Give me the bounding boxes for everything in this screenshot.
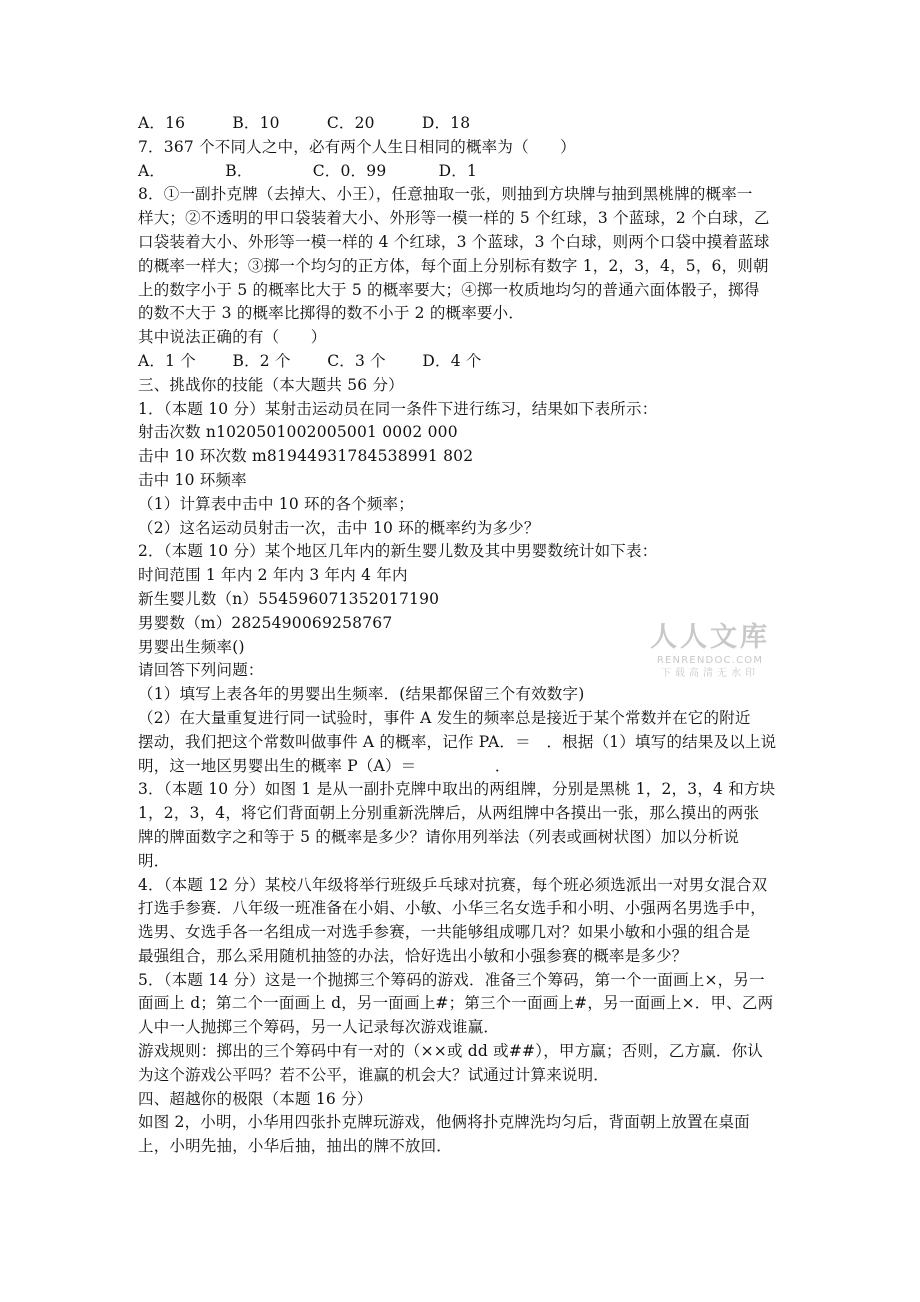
text-line: 游戏规则：掷出的三个筹码中有一对的（××或 dd 或##），甲方赢；否则，乙方赢．你认 [138, 1042, 763, 1061]
text-line: 2．（本题 10 分）某个地区几年内的新生婴儿数及其中男婴数统计如下表： [138, 542, 658, 561]
text-line: 牌的牌面数字之和等于 5 的概率是多少？请你用列举法（列表或画树状图）加以分析说 [138, 827, 740, 846]
text-line: （1）计算表中击中 10 环的各个频率； [138, 494, 414, 513]
text-line: A．16 B．10 C．20 D．18 [138, 114, 471, 132]
text-line: 新生婴儿数（n）554596071352017190 [138, 589, 440, 608]
text-line: 样大；②不透明的甲口袋装着大小、外形等一模一样的 5 个红球，3 个蓝球，2 个白球，乙 [138, 209, 770, 228]
text-line: 1，2，3，4，将它们背面朝上分别重新洗牌后，从两组牌中各摸出一张，那么摸出的两张 [138, 804, 760, 823]
text-line: 击中 10 环次数 m81944931784538991 802 [138, 447, 474, 466]
text-line: 如图 2，小明，小华用四张扑克牌玩游戏，他俩将扑克牌洗均匀后，背面朝上放置在桌面 [138, 1113, 750, 1132]
text-line: 其中说法正确的有（ ） [138, 328, 327, 347]
text-line: 击中 10 环频率 [138, 470, 247, 489]
text-line: A． B． C．0．99 D．1 [138, 161, 477, 180]
text-line: 四、超越你的极限（本题 16 分） [138, 1089, 373, 1108]
text-line: 5．（本题 14 分）这是一个抛掷三个筹码的游戏．准备三个筹码，第一个一面画上×，另一 [138, 970, 765, 989]
text-line: 口袋装着大小、外形等一模一样的 4 个红球，3 个蓝球，3 个白球，则两个口袋中摸着蓝球 [138, 232, 770, 251]
text-line: 射击次数 n1020501002005001 0002 000 [138, 423, 458, 442]
text-line: 请回答下列问题： [138, 661, 264, 680]
text-line: （2）在大量重复进行同一试验时，事件 A 发生的频率总是接近于某个常数并在它的附近 [138, 708, 751, 727]
text-line: 上，小明先抽，小华后抽，抽出的牌不放回． [138, 1137, 453, 1156]
text-line: 8．①一副扑克牌（去掉大、小王），任意抽取一张，则抽到方块牌与抽到黑桃牌的概率一 [138, 185, 753, 204]
text-line: 4．（本题 12 分）某校八年级将举行班级乒乓球对抗赛，每个班必须选派出一对男女混合双 [138, 875, 768, 894]
text-line: （1）填写上表各年的男婴出生频率．(结果都保留三个有效数字) [138, 685, 585, 704]
text-line: 三、挑战你的技能（本大题共 56 分） [138, 375, 404, 394]
text-line: 人中一人抛掷三个筹码，另一人记录每次游戏谁赢． [138, 1018, 500, 1037]
text-line: （2）这名运动员射击一次，击中 10 环的概率约为多少？ [138, 518, 540, 537]
text-line: 男婴数（m）2825490069258767 [138, 613, 393, 632]
text-line: A．1 个 B．2 个 C．3 个 D．4 个 [138, 351, 482, 370]
text-line: 3．（本题 10 分）如图 1 是从一副扑克牌中取出的两组牌，分别是黑桃 1，2，3，4 和方块 [138, 780, 776, 799]
watermark-url: RENRENDOC.COM [656, 655, 764, 666]
watermark-title: 人人文库 [650, 622, 770, 653]
text-line: 最强组合，那么采用随机抽签的办法，恰好选出小敏和小强参赛的概率是多少？ [138, 946, 688, 965]
watermark [644, 622, 776, 681]
text-line: 选男、女选手各一名组成一对选手参赛，一共能够组成哪几对？如果小敏和小强的组合是 [138, 923, 751, 942]
text-line: 明． [138, 851, 170, 870]
text-line: 为这个游戏公平吗？若不公平，谁赢的机会大？试通过计算来说明． [138, 1065, 610, 1084]
text-line: 时间范围 1 年内 2 年内 3 年内 4 年内 [138, 566, 408, 585]
text-line: 上的数字小于 5 的概率比大于 5 的概率要大；④掷一枚质地均匀的普通六面体骰子，掷得 [138, 280, 760, 299]
text-line: 摆动，我们把这个常数叫做事件 A 的概率，记作 PA．＝ ．根据（1）填写的结果及以上说 [138, 732, 777, 751]
text-line: 打选手参赛．八年级一班准备在小娟、小敏、小华三名女选手和小明、小强两名男选手中， [138, 899, 767, 918]
text-line: 7．367 个不同人之中，必有两个人生日相同的概率为（ ） [138, 137, 576, 156]
text-line: 的数不大于 3 的概率比掷得的数不小于 2 的概率要小． [138, 304, 525, 323]
text-line: 面画上 d；第二个一面画上 d，另一面画上#；第三个一面画上#，另一面画上×．甲、乙两 [138, 994, 774, 1013]
text-line: 男婴出生频率() [138, 637, 245, 656]
text-line: 1．（本题 10 分）某射击运动员在同一条件下进行练习，结果如下表所示： [138, 399, 658, 418]
watermark-subtitle: 下载高清无水印 [661, 668, 759, 679]
text-line: 明，这一地区男婴出生的概率 P（A）＝ ． [138, 756, 511, 775]
text-line: 的概率一样大；③掷一个均匀的正方体，每个面上分别标有数字 1，2，3，4，5，6，则朝 [138, 256, 769, 275]
